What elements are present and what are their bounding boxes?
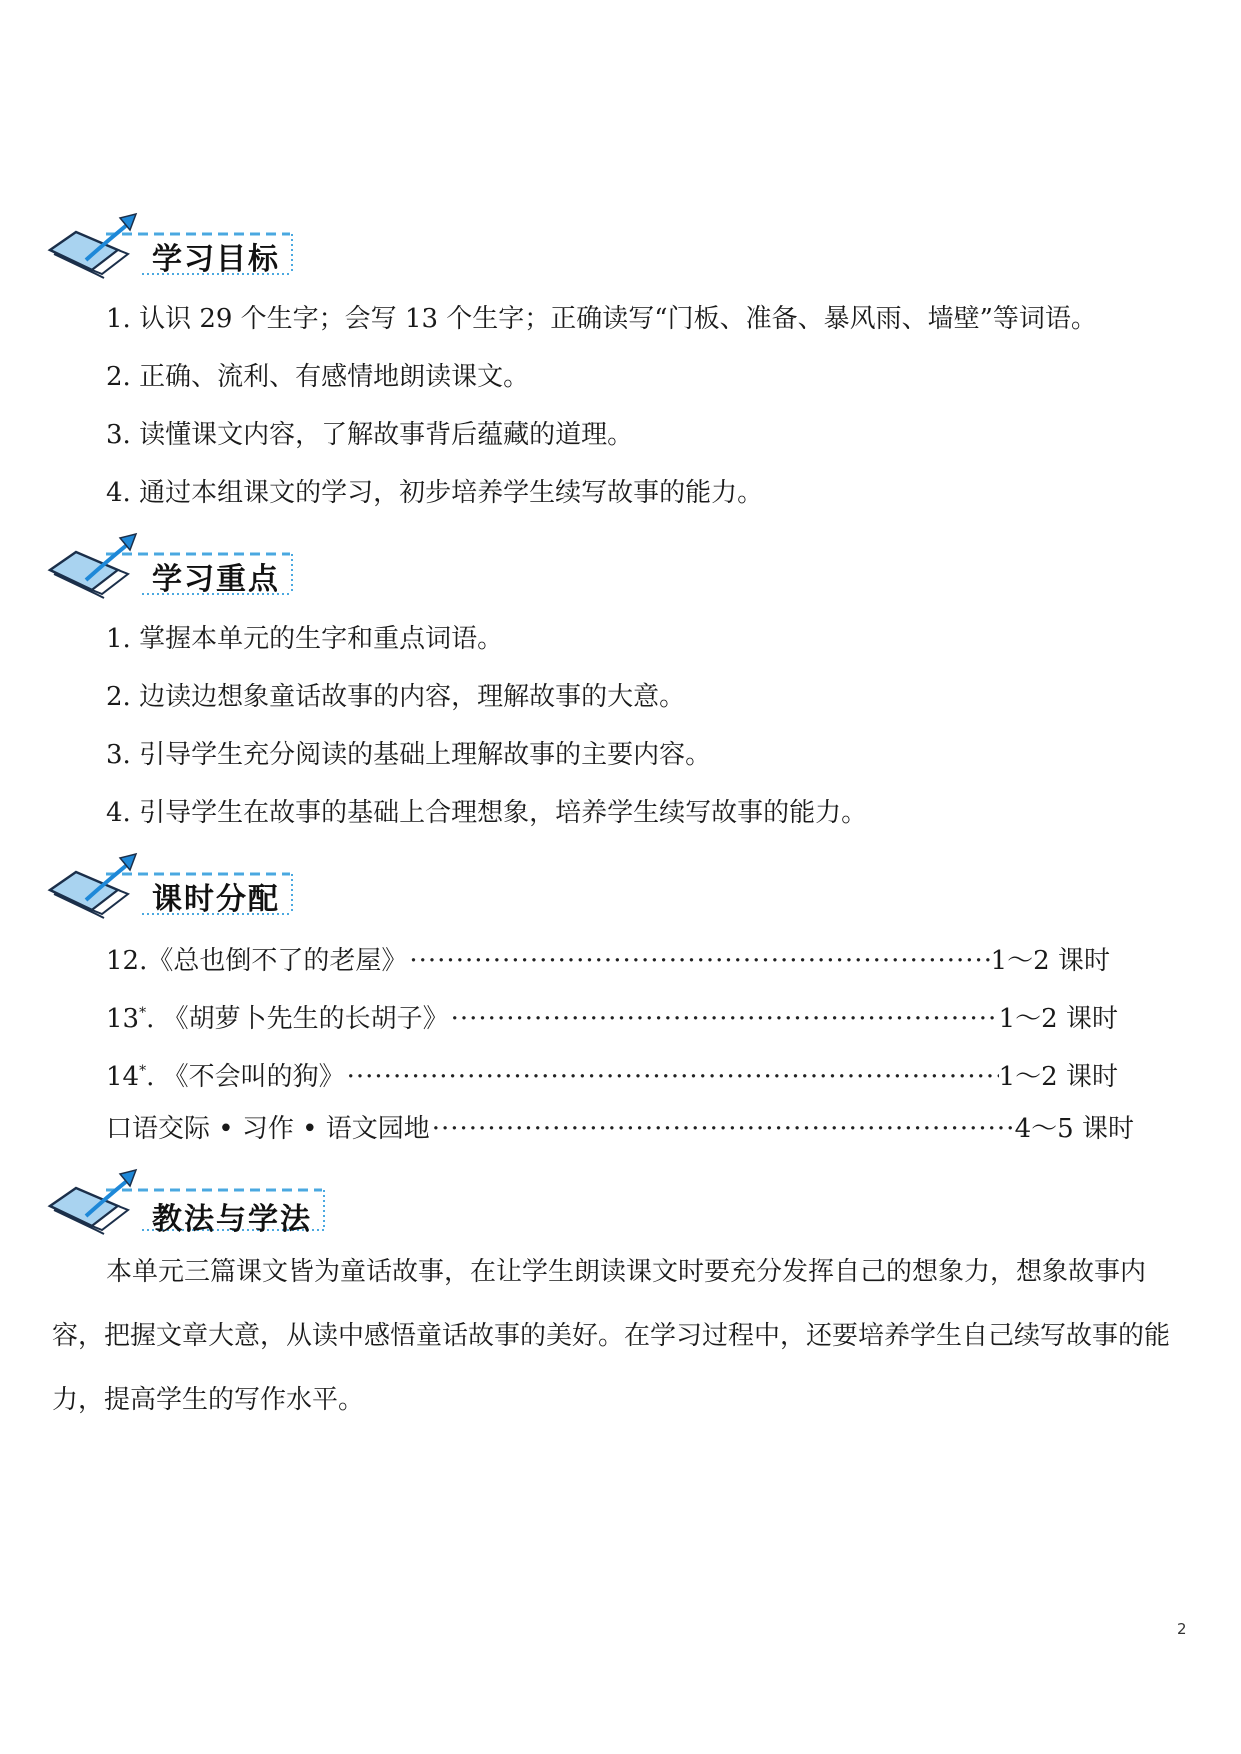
leader-dots bbox=[345, 1060, 999, 1094]
key-point-item: 1. 掌握本单元的生字和重点词语。 bbox=[106, 624, 504, 654]
section-heading-objectives bbox=[46, 212, 346, 282]
lesson-number: 13 bbox=[106, 1004, 140, 1034]
schedule-row bbox=[106, 938, 1110, 978]
section-title: 学习目标 bbox=[152, 242, 280, 277]
key-point-item: 3. 引导学生充分阅读的基础上理解故事的主要内容。 bbox=[106, 740, 712, 770]
lesson-hours: 1～2 课时 bbox=[998, 1062, 1118, 1092]
objective-item: 3. 读懂课文内容，了解故事背后蕴藏的道理。 bbox=[106, 420, 634, 450]
objective-item: 4. 通过本组课文的学习，初步培养学生续写故事的能力。 bbox=[106, 478, 764, 508]
section-title: 学习重点 bbox=[152, 562, 280, 597]
lesson-number: 14 bbox=[106, 1062, 140, 1092]
section-heading-methods bbox=[46, 1168, 386, 1238]
schedule-row bbox=[106, 1054, 1118, 1094]
leader-dots bbox=[449, 1002, 999, 1036]
lesson-title: 口语交际 • 习作 • 语文园地 bbox=[106, 1114, 430, 1144]
schedule-row bbox=[106, 1112, 1134, 1146]
lesson-title: . 《不会叫的狗》 bbox=[146, 1062, 345, 1092]
lesson-hours: 4～5 课时 bbox=[1014, 1114, 1134, 1144]
objective-item: 1. 认识 29 个生字；会写 13 个生字；正确读写“门板、准备、暴风雨、墙壁”等词语。 bbox=[106, 304, 1097, 334]
section-heading-schedule bbox=[46, 852, 346, 922]
key-point-item: 4. 引导学生在故事的基础上合理想象，培养学生续写故事的能力。 bbox=[106, 798, 868, 828]
lesson-star: * bbox=[139, 1005, 147, 1021]
lesson-star: * bbox=[139, 1063, 147, 1079]
objective-item: 2. 正确、流利、有感情地朗读课文。 bbox=[106, 362, 530, 392]
lesson-hours: 1～2 课时 bbox=[990, 946, 1110, 976]
lesson-title: 《总也倒不了的老屋》 bbox=[147, 946, 408, 976]
key-point-item: 2. 边读边想象童话故事的内容，理解故事的大意。 bbox=[106, 682, 686, 712]
page-number: 2 bbox=[1177, 1620, 1187, 1638]
lesson-title: . 《胡萝卜先生的长胡子》 bbox=[146, 1004, 449, 1034]
leader-dots bbox=[430, 1112, 1015, 1146]
section-title: 课时分配 bbox=[152, 882, 280, 917]
lesson-hours: 1～2 课时 bbox=[998, 1004, 1118, 1034]
lesson-number: 12. bbox=[106, 946, 148, 976]
leader-dots bbox=[407, 944, 990, 978]
methods-paragraph: 本单元三篇课文皆为童话故事，在让学生朗读课文时要充分发挥自己的想象力，想象故事内容，把握文章大意，从读中感悟童话故事的美好。在学习过程中，还要培养学生自己续写故事的能力，提高学生的写作水平。 bbox=[52, 1257, 1171, 1415]
section-title: 教法与学法 bbox=[152, 1202, 312, 1237]
schedule-row bbox=[106, 996, 1118, 1036]
section-heading-key-points bbox=[46, 532, 346, 602]
